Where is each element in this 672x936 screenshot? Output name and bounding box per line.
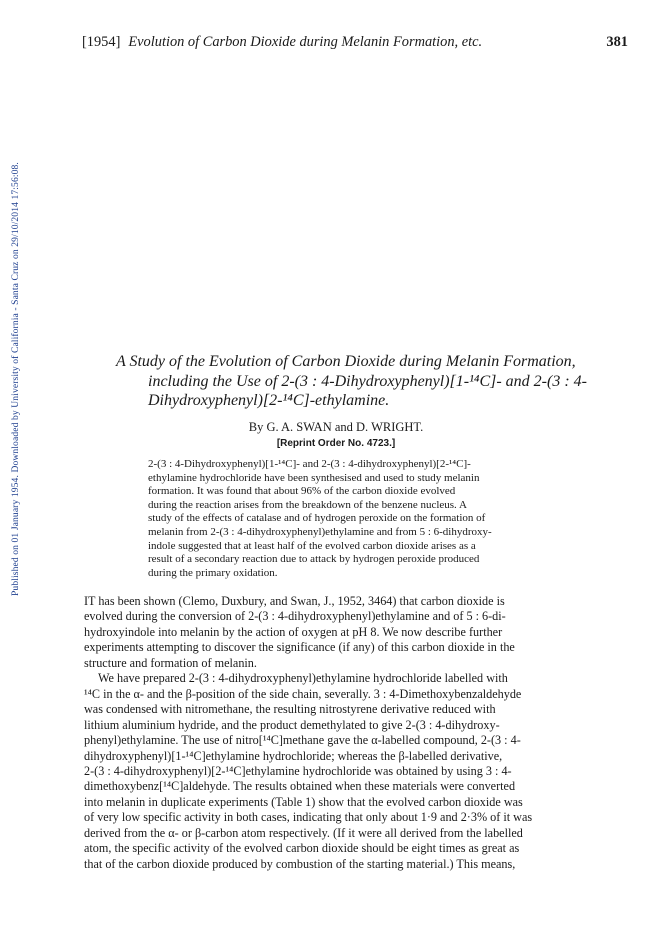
body-line: ¹⁴C in the α- and the β-position of the side chain, severally. 3 : 4-Dimethoxybenzaldehyde: [84, 686, 522, 701]
running-head-year: [1954]: [82, 34, 121, 50]
abstract: [148, 458, 566, 580]
body-line: structure and formation of melanin.: [84, 655, 257, 670]
title-line-3: Dihydroxyphenyl)[2-¹⁴C]-ethylamine.: [148, 392, 390, 409]
abstract-line: during the reaction arises from the breakdown of the benzene nucleus. A: [148, 498, 467, 511]
body-line: We have prepared 2-(3 : 4-dihydroxyphenyl)ethylamine hydrochloride labelled with: [98, 671, 508, 686]
body-line: derived from the α- or β-carbon atom respectively. (If it were all derived from the labelled: [84, 825, 523, 840]
body-line: into melanin in duplicate experiments (Table 1) show that the evolved carbon dioxide was: [84, 794, 523, 809]
reprint-order: [Reprint Order No. 4723.]: [276, 438, 396, 449]
abstract-line: study of the effects of catalase and of hydrogen peroxide on the formation of: [148, 512, 486, 525]
body-line: 2-(3 : 4-dihydroxyphenyl)[2-¹⁴C]ethylamine hydrochloride was obtained by using 3 : 4-: [84, 763, 512, 778]
abstract-line: 2-(3 : 4-Dihydroxyphenyl)[1-¹⁴C]- and 2-(3 : 4-dihydroxyphenyl)[2-¹⁴C]-: [148, 458, 471, 470]
abstract-line: formation. It was found that about 96% of the carbon dioxide evolved: [148, 485, 456, 498]
running-head-title: Evolution of Carbon Dioxide during Melanin Formation, etc.: [128, 34, 483, 50]
abstract-line: result of a secondary reaction due to attack by hydrogen peroxide produced: [148, 553, 480, 566]
abstract-line: ethylamine hydrochloride have been synthesised and used to study melanin: [148, 471, 480, 484]
running-head: [82, 34, 642, 51]
body-text: [84, 594, 644, 872]
body-line: hydroxyindole into melanin by the action of oxygen at pH 8. We now describe further: [84, 624, 503, 639]
page-number: 381: [606, 34, 628, 50]
body-line: evolved during the conversion of 2-(3 : 4-dihydroxyphenyl)ethylamine and of 5 : 6-di-: [84, 609, 506, 624]
download-watermark: [10, 118, 24, 596]
author-byline: By G. A. SWAN and D. WRIGHT.: [248, 420, 424, 434]
download-watermark-text: Published on 01 January 1954. Downloaded by University of California - Santa Cruz on 29/10/2014 17:56:08.: [10, 162, 21, 596]
body-line: dimethoxybenz[¹⁴C]aldehyde. The results obtained when these materials were converted: [84, 779, 516, 794]
body-line: of very low specific activity in both cases, indicating that only about 1·9 and 2·3% of it was: [84, 810, 533, 825]
title-line-1: A Study of the Evolution of Carbon Dioxide during Melanin Formation,: [116, 353, 576, 370]
abstract-line: melanin from 2-(3 : 4-dihydroxyphenyl)ethylamine and from 5 : 6-dihydroxy-: [148, 525, 492, 538]
body-line: that of the carbon dioxide produced by combustion of the starting material.) This means,: [84, 856, 516, 871]
title-line-2: including the Use of 2-(3 : 4-Dihydroxyphenyl)[1-¹⁴C]- and 2-(3 : 4-: [148, 372, 587, 390]
body-line: IT has been shown (Clemo, Duxbury, and Swan, J., 1952, 3464) that carbon dioxide is: [84, 594, 505, 608]
body-line: dihydroxyphenyl)[1-¹⁴C]ethylamine hydrochloride; whereas the β-labelled derivative,: [84, 748, 503, 763]
abstract-line: during the primary oxidation.: [148, 566, 278, 579]
body-line: atom, the specific activity of the evolved carbon dioxide should be eight times as great as: [84, 841, 520, 856]
body-line: lithium aluminium hydride, and the product demethylated to give 2-(3 : 4-dihydroxy-: [84, 717, 500, 732]
article-title: [116, 352, 636, 411]
body-line: phenyl)ethylamine. The use of nitro[¹⁴C]methane gave the α-labelled compound, 2-(3 : 4-: [84, 733, 521, 748]
abstract-line: indole suggested that at least half of the evolved carbon dioxide arises as a: [148, 539, 476, 552]
body-line: experiments attempting to discover the significance (if any) of this carbon dioxide in the: [84, 640, 515, 655]
body-line: was condensed with nitromethane, the resulting nitrostyrene derivative reduced with: [84, 702, 496, 717]
